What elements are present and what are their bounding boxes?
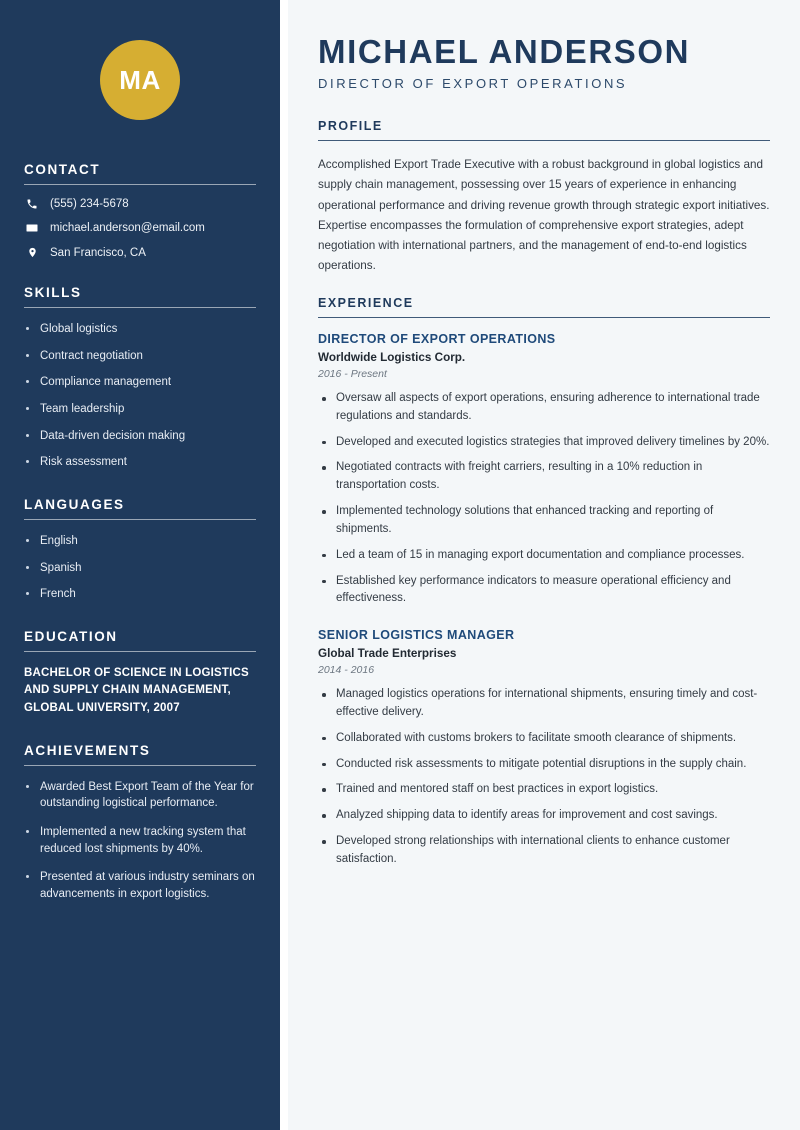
list-item: Managed logistics operations for international shipments, ensuring timely and cost-effective delivery. <box>318 686 770 722</box>
contact-phone-value: (555) 234-5678 <box>50 198 129 210</box>
sidebar-section-achievements <box>24 743 256 903</box>
profile-divider <box>318 140 770 141</box>
list-item: Collaborated with customs brokers to facilitate smooth clearance of shipments. <box>318 730 770 748</box>
job-title: DIRECTOR OF EXPORT OPERATIONS <box>318 332 556 347</box>
page-title: MICHAEL ANDERSON <box>318 33 691 70</box>
job-bullet-list <box>318 390 770 608</box>
profile-text: Accomplished Export Trade Executive with a robust background in global logistics and supply chain management, possessing over 15 years of experience in enhancing operational performance and driving revenue growth through strategic export initiatives. Expertise encompasses the formulation of comprehensive export strategies, adept negotiation with international partners, and the management of end-to-end logistics operations. <box>318 158 770 272</box>
section-experience <box>318 296 770 869</box>
experience-divider <box>318 317 770 318</box>
list-item: Data-driven decision making <box>24 428 256 445</box>
sidebar <box>0 0 280 1130</box>
list-item: Team leadership <box>24 401 256 418</box>
languages-divider <box>24 519 256 520</box>
sidebar-section-contact <box>24 162 256 259</box>
skills-divider <box>24 307 256 308</box>
list-item: Developed strong relationships with international clients to enhance customer satisfaction. <box>318 833 770 869</box>
list-item: Trained and mentored staff on best practices in export logistics. <box>318 781 770 799</box>
list-item: Awarded Best Export Team of the Year for outstanding logistical performance. <box>24 779 256 812</box>
contact-heading: CONTACT <box>24 162 101 177</box>
skills-list <box>24 321 256 471</box>
job-bullet-list <box>318 686 770 869</box>
list-item: Contract negotiation <box>24 348 256 365</box>
contact-divider <box>24 184 256 185</box>
location-pin-icon <box>24 246 40 259</box>
profile-heading: PROFILE <box>318 119 383 134</box>
languages-list <box>24 533 256 603</box>
list-item: Implemented a new tracking system that reduced lost shipments by 40%. <box>24 824 256 857</box>
contact-item-location[interactable] <box>24 246 256 259</box>
sidebar-section-education <box>24 629 256 717</box>
list-item: English <box>24 533 256 550</box>
contact-item-phone[interactable] <box>24 198 256 210</box>
sidebar-section-skills <box>24 285 256 471</box>
education-heading: EDUCATION <box>24 629 118 645</box>
experience-heading: EXPERIENCE <box>318 296 414 311</box>
list-item: Established key performance indicators to measure operational efficiency and effectiveness. <box>318 573 770 609</box>
avatar-initials: MA <box>119 64 161 95</box>
list-item: Oversaw all aspects of export operations, ensuring adherence to international trade regulations and standards. <box>318 390 770 426</box>
job-title: SENIOR LOGISTICS MANAGER <box>318 628 515 643</box>
list-item: Developed and executed logistics strategies that improved delivery timelines by 20%. <box>318 434 770 452</box>
list-item: Analyzed shipping data to identify areas for improvement and cost savings. <box>318 807 770 825</box>
achievements-heading: ACHIEVEMENTS <box>24 742 151 758</box>
achievements-list <box>24 779 256 903</box>
achievements-divider <box>24 765 256 766</box>
job-role-subtitle: DIRECTOR OF EXPORT OPERATIONS <box>318 76 628 92</box>
list-item: Risk assessment <box>24 454 256 471</box>
job-dates: 2014 - 2016 <box>318 664 375 677</box>
section-profile <box>318 119 770 276</box>
avatar-wrapper <box>24 0 256 162</box>
list-item: Global logistics <box>24 321 256 338</box>
contact-list <box>24 198 256 259</box>
list-item: Compliance management <box>24 374 256 391</box>
job-company: Global Trade Enterprises <box>318 647 457 661</box>
sidebar-section-languages <box>24 497 256 603</box>
experience-entry <box>318 332 770 608</box>
contact-email-value: michael.anderson@email.com <box>50 222 205 234</box>
list-item: Negotiated contracts with freight carriers, resulting in a 10% reduction in transportation costs. <box>318 459 770 495</box>
list-item: Led a team of 15 in managing export documentation and compliance processes. <box>318 547 770 565</box>
list-item: Implemented technology solutions that enhanced tracking and reporting of shipments. <box>318 503 770 539</box>
job-dates: 2016 - Present <box>318 368 387 381</box>
education-divider <box>24 651 256 652</box>
contact-item-email[interactable] <box>24 222 256 234</box>
education-degree: BACHELOR OF SCIENCE IN LOGISTICS AND SUPPLY CHAIN MANAGEMENT, GLOBAL UNIVERSITY, 2007 <box>24 667 249 714</box>
skills-heading: SKILLS <box>24 285 82 300</box>
list-item: Spanish <box>24 560 256 577</box>
contact-location-value: San Francisco, CA <box>50 246 146 259</box>
phone-icon <box>24 198 40 210</box>
languages-heading: LANGUAGES <box>24 497 125 513</box>
experience-entry <box>318 628 770 869</box>
avatar <box>100 40 180 120</box>
job-company: Worldwide Logistics Corp. <box>318 351 466 365</box>
list-item: Presented at various industry seminars on advancements in export logistics. <box>24 869 256 902</box>
column-gutter <box>280 0 288 1130</box>
envelope-icon <box>24 222 40 234</box>
list-item: Conducted risk assessments to mitigate potential disruptions in the supply chain. <box>318 756 770 774</box>
main-content <box>288 0 800 1130</box>
list-item: French <box>24 586 256 603</box>
